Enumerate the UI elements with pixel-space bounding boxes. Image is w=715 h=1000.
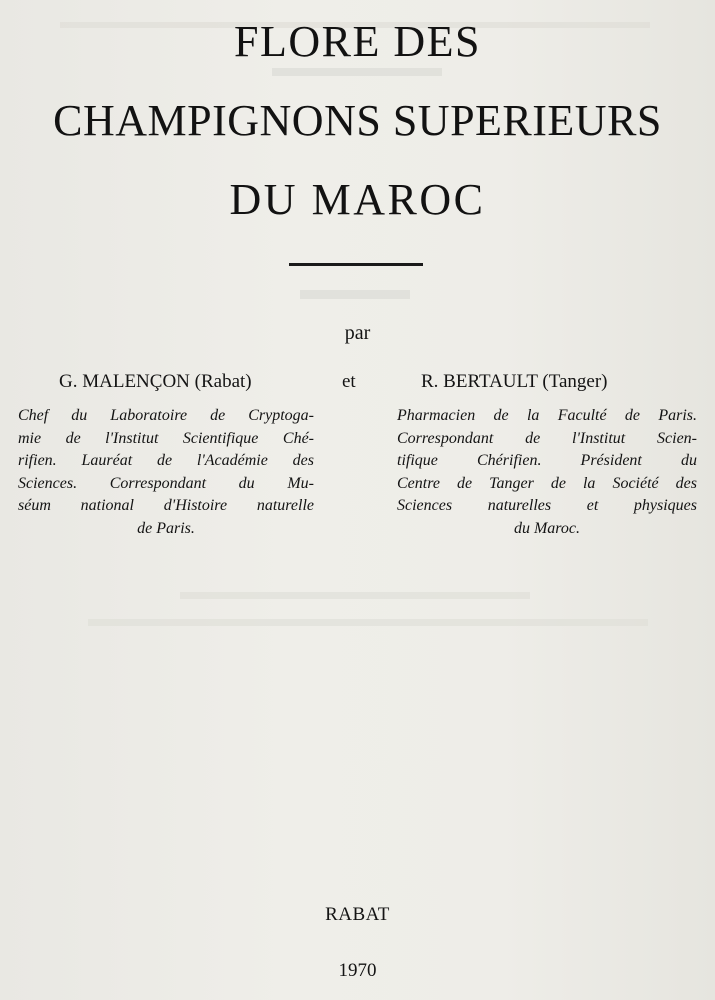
by-label: par — [344, 322, 371, 344]
title-line-2: CHAMPIGNONS SUPERIEURS — [53, 96, 662, 145]
title-line-3: DU MAROC — [229, 175, 486, 224]
bio-line: Correspondant de l'Institut Scien- — [397, 429, 697, 447]
imprint-city: RABAT — [325, 904, 390, 925]
imprint-year: 1970 — [338, 960, 377, 981]
bio-line: Centre de Tanger de la Société des — [397, 474, 697, 492]
bio-line: séum national d'Histoire naturelle — [18, 497, 314, 514]
bio-line: Sciences. Correspondant du Mu- — [18, 474, 314, 492]
conjunction-label: et — [342, 371, 356, 392]
author-left-bio — [18, 405, 314, 540]
title-line-1: FLORE DES — [234, 17, 481, 66]
author-right-bio — [397, 405, 697, 540]
bio-line: mie de l'Institut Scientifique Ché- — [18, 429, 314, 447]
title-rule — [289, 263, 423, 266]
show-through-block-2 — [300, 290, 410, 299]
bio-line: Pharmacien de la Faculté de Paris. — [397, 407, 697, 424]
bio-line: tifique Chérifien. Président du — [397, 452, 697, 469]
bio-line: Chef du Laboratoire de Cryptoga- — [18, 407, 314, 424]
bio-line: de Paris. — [137, 519, 195, 537]
author-left-name: G. MALENÇON (Rabat) — [59, 371, 252, 392]
show-through-block-3 — [180, 592, 530, 599]
bio-line: rifien. Lauréat de l'Académie des — [18, 452, 314, 469]
bio-line: du Maroc. — [513, 519, 581, 537]
show-through-block-4 — [88, 619, 648, 626]
show-through-block-1 — [272, 68, 442, 76]
bio-line: Sciences naturelles et physiques — [397, 497, 697, 514]
author-right-name: R. BERTAULT (Tanger) — [421, 371, 608, 392]
